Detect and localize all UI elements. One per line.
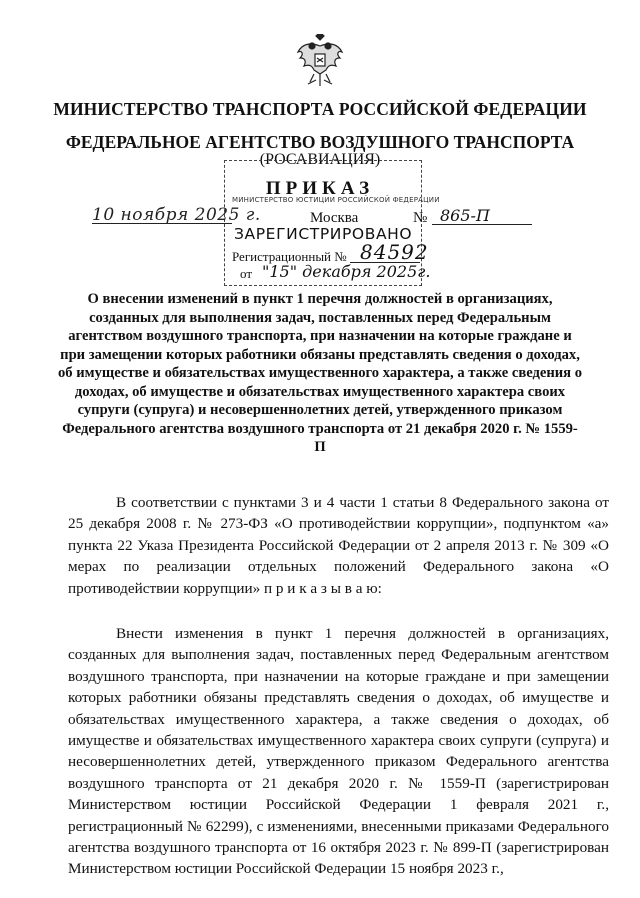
order-number-handwritten: 865-П [440, 206, 490, 225]
stamp-regno-value: 84592 [360, 240, 429, 264]
body-paragraph-2: Внести изменения в пункт 1 перечня должностей в организациях, созданных для выполнения задач, поставленных перед Федеральным агентством воздушного транспорта, при назначении на которые граждане и при замещении которых работники обязаны представлять сведения о доходах, об имуществе и обязательствах имущественного характера, а также сведения о доходах, об имуществе и обязательствах имущественного характера своих супруги (супруга) и несовершеннолетних детей, утвержденного приказом Федерального агентства воздушного транспорта от 21 декабря 2020 г. № 1559-П (зарегистрирован Министерством юстиции Российской Федерации 1 февраля 2021 г., регистрационный № 62299), с изменениями, внесенными приказами Федерального агентства воздушного транспорта от 16 октября 2023 г. № 899-П (зарегистрирован Министерством юстиции Российской Федерации 15 ноября 2023 г., [68, 625, 609, 878]
agency-name: ФЕДЕРАЛЬНОЕ АГЕНТСТВО ВОЗДУШНОГО ТРАНСПОРТА [65, 132, 575, 152]
stamp-ministry-text: МИНИСТЕРСТВО ЮСТИЦИИ РОССИЙСКОЙ ФЕДЕРАЦИИ [232, 196, 440, 204]
order-date-handwritten: 10 ноября 2025 г. [92, 205, 261, 225]
stamp-registered-label: ЗАРЕГИСТРИРОВАНО [234, 225, 413, 243]
coat-of-arms-icon [296, 34, 344, 88]
agency-abbreviation: (РОСАВИАЦИЯ) [259, 151, 381, 168]
stamp-date-handwritten: "15" декабря 2025г. [262, 262, 431, 281]
stamp-from-label: от [240, 266, 253, 281]
ministry-name: МИНИСТЕРСТВО ТРАНСПОРТА РОССИЙСКОЙ ФЕДЕРАЦИИ [53, 99, 587, 119]
order-heading: О внесении изменений в пункт 1 перечня должностей в организациях, созданных для выполнения задач, поставленных перед Федеральным агентством воздушного транспорта, при назначении на которые граждане и при замещении которых работники обязаны представлять сведения о доходах, об имуществе и обязательствах имущественного характера, а также сведения о доходах, об имуществе и обязательствах имущественного характера своих супруги (супруга) и несовершеннолетних детей, утвержденного приказом Федерального агентства воздушного транспорта от 21 декабря 2020 г. № 1559-П [58, 291, 583, 455]
document-type-title: ПРИКАЗ [265, 178, 375, 199]
stamp-regno-label: Регистрационный № [232, 249, 347, 264]
order-number-underline [432, 224, 532, 225]
order-number-sign: № [413, 210, 428, 226]
body-paragraph-1: В соответствии с пунктами 3 и 4 части 1 статьи 8 Федерального закона от 25 декабря 2008 г. № 273-ФЗ «О противодействии коррупции», подпунктом «а» пункта 22 Указа Президента Российской Федерации от 2 апреля 2013 г. № 309 «О мерах по реализации отдельных положений Федерального закона «О противодействии коррупции» п р и к а з ы в а ю: [68, 494, 609, 597]
order-date-underline [92, 223, 232, 224]
order-city: Москва [310, 210, 359, 226]
